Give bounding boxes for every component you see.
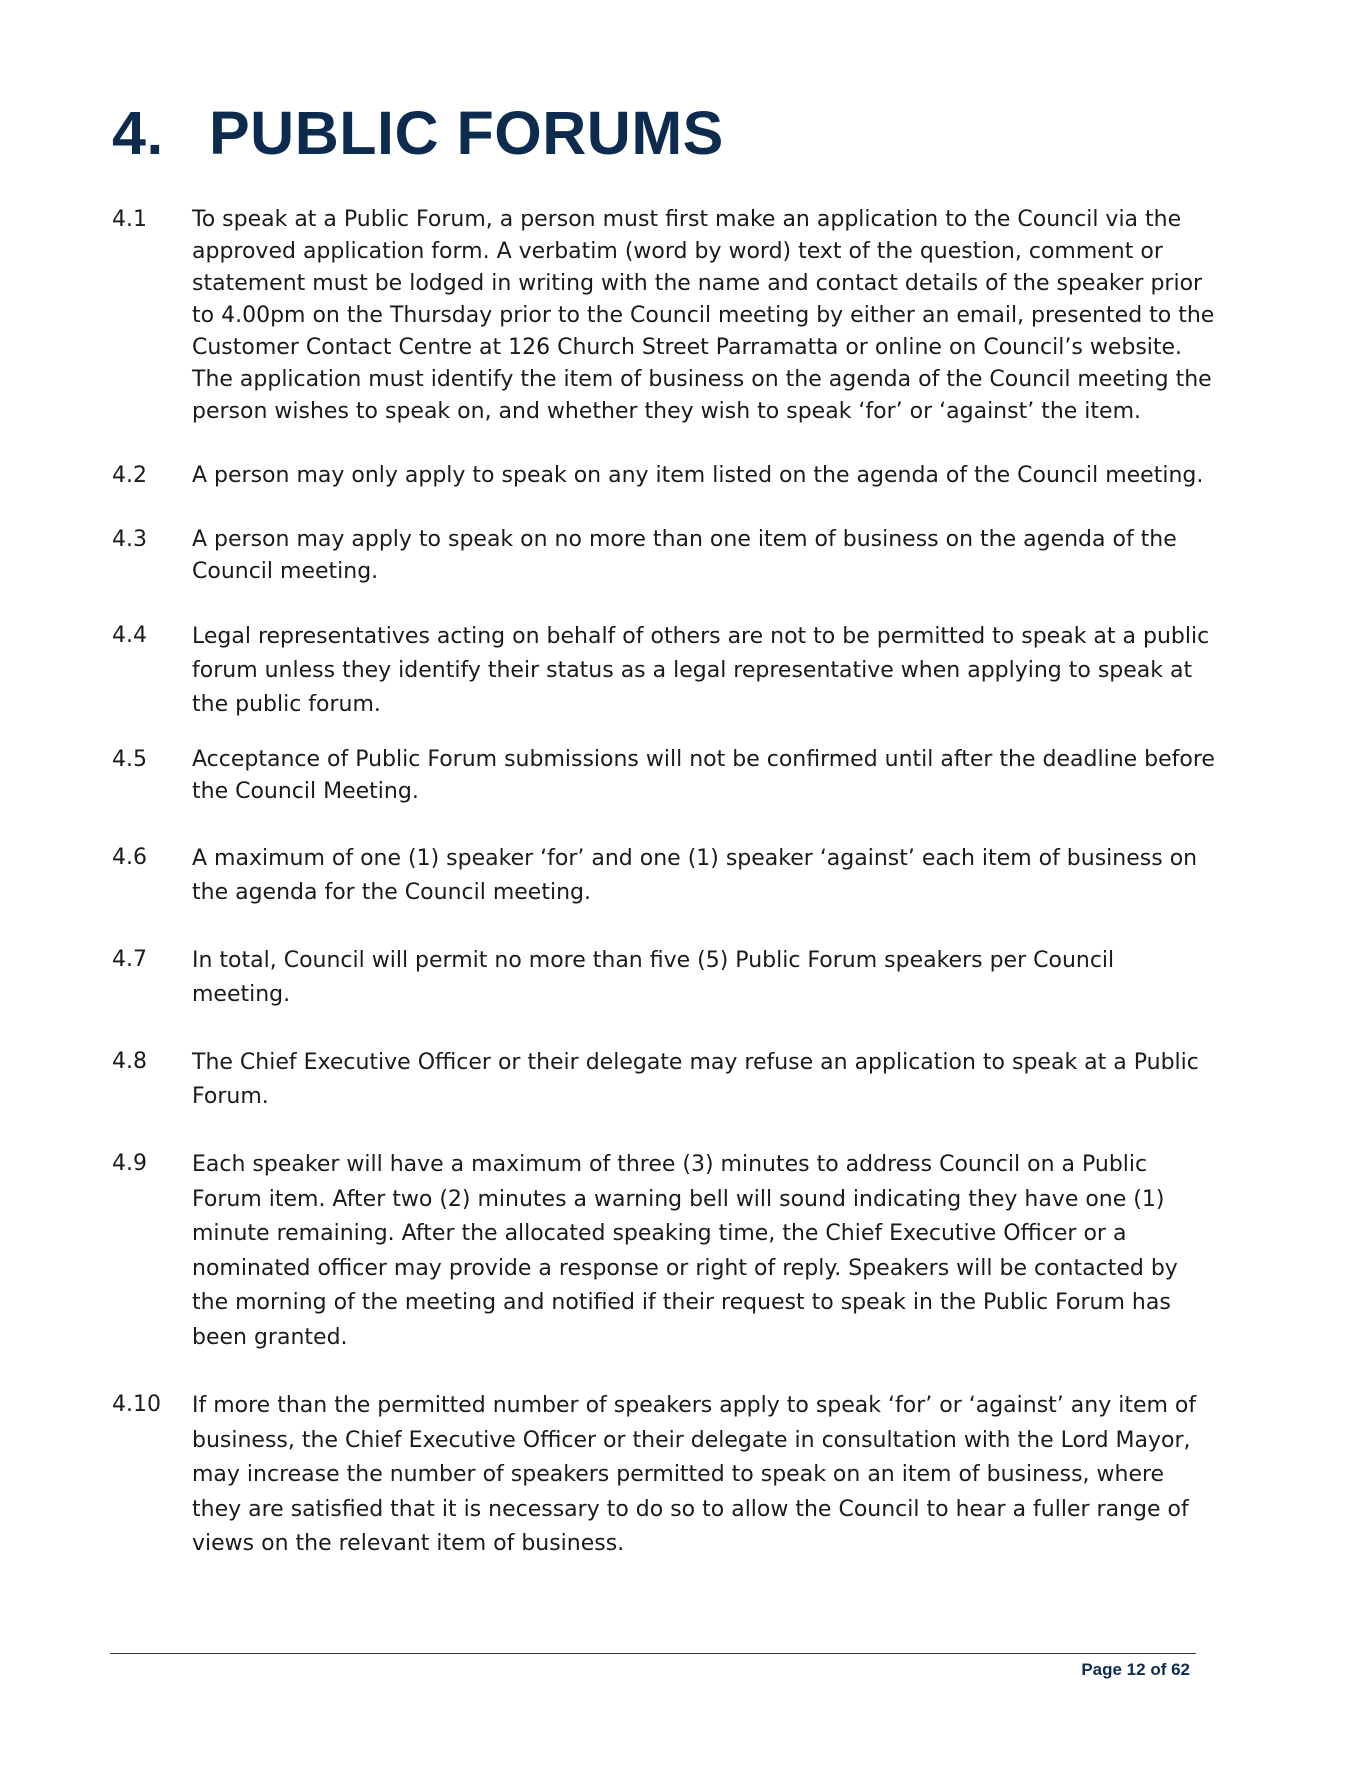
clause-4-10 <box>112 1389 1216 1562</box>
clause-text: The Chief Executive Officer or their delegate may refuse an application to speak at a Public Forum. <box>192 1050 1199 1109</box>
clause-text: To speak at a Public Forum, a person must first make an application to the Council via the approved application form. A verbatim (word by word) text of the question, comment or statement must be lodged in writing with the name and contact details of the speaker prior to 4.00pm on the Thursday prior to the Council meeting by either an email, presented to the Customer Contact Centre at 126 Church Street Parramatta or online on Council’s website. The application must identify the item of business on the agenda of the Council meeting the person wishes to speak on, and whether they wish to speak ‘for’ or ‘against’ the item. <box>192 207 1215 424</box>
clause-text: In total, Council will permit no more than five (5) Public Forum speakers per Council meeting. <box>192 948 1115 1007</box>
clause-4-4 <box>112 620 1216 722</box>
clause-text: A maximum of one (1) speaker ‘for’ and one (1) speaker ‘against’ each item of business on the agenda for the Council meeting. <box>192 846 1198 905</box>
clause-4-7 <box>112 944 1216 1012</box>
clause-number: 4.3 <box>112 527 147 552</box>
clause-text: Acceptance of Public Forum submissions will not be confirmed until after the deadline before the Council Meeting. <box>192 747 1215 804</box>
clause-text: A person may apply to speak on no more than one item of business on the agenda of the Council meeting. <box>192 527 1177 584</box>
clause-text: Each speaker will have a maximum of three (3) minutes to address Council on a Public Forum item. After two (2) minutes a warning bell will sound indicating they have one (1) minute remaining. After the allocated speaking time, the Chief Executive Officer or a nominated officer may provide a response or right of reply. Speakers will be contacted by the morning of the meeting and notified if their request to speak in the Public Forum has been granted. <box>192 1152 1178 1350</box>
section-number: 4. <box>112 99 164 167</box>
clause-text: A person may only apply to speak on any item listed on the agenda of the Council meeting. <box>192 463 1204 488</box>
clause-number: 4.8 <box>112 1049 147 1074</box>
clause-4-3 <box>112 524 1216 588</box>
clause-number: 4.4 <box>112 623 147 648</box>
clause-number: 4.1 <box>112 207 147 232</box>
clause-number: 4.7 <box>112 947 147 972</box>
clause-number: 4.6 <box>112 845 147 870</box>
clause-4-9 <box>112 1148 1216 1355</box>
clause-number: 4.9 <box>112 1151 147 1176</box>
page-number: Page 12 of 62 <box>1081 1660 1190 1679</box>
clause-number: 4.5 <box>112 747 147 772</box>
clause-number: 4.10 <box>112 1392 161 1417</box>
clause-list <box>112 204 1216 1562</box>
clause-number: 4.2 <box>112 463 147 488</box>
clause-4-2 <box>112 460 1216 492</box>
clause-4-8 <box>112 1046 1216 1114</box>
clause-text: Legal representatives acting on behalf of others are not to be permitted to speak at a public forum unless they identify their status as a legal representative when applying to speak at the public forum. <box>192 624 1210 717</box>
clause-4-5 <box>112 744 1216 808</box>
section-title: PUBLIC FORUMS <box>209 99 724 167</box>
footer-divider <box>110 1653 1196 1654</box>
section-heading <box>112 98 724 168</box>
clause-4-1 <box>112 204 1216 428</box>
clause-text: If more than the permitted number of speakers apply to speak ‘for’ or ‘against’ any item of business, the Chief Executive Officer or their delegate in consultation with the Lord Mayor, may increase the number of speakers permitted to speak on an item of business, where they are satisfied that it is necessary to do so to allow the Council to hear a fuller range of views on the relevant item of business. <box>192 1393 1197 1556</box>
clause-4-6 <box>112 842 1216 910</box>
